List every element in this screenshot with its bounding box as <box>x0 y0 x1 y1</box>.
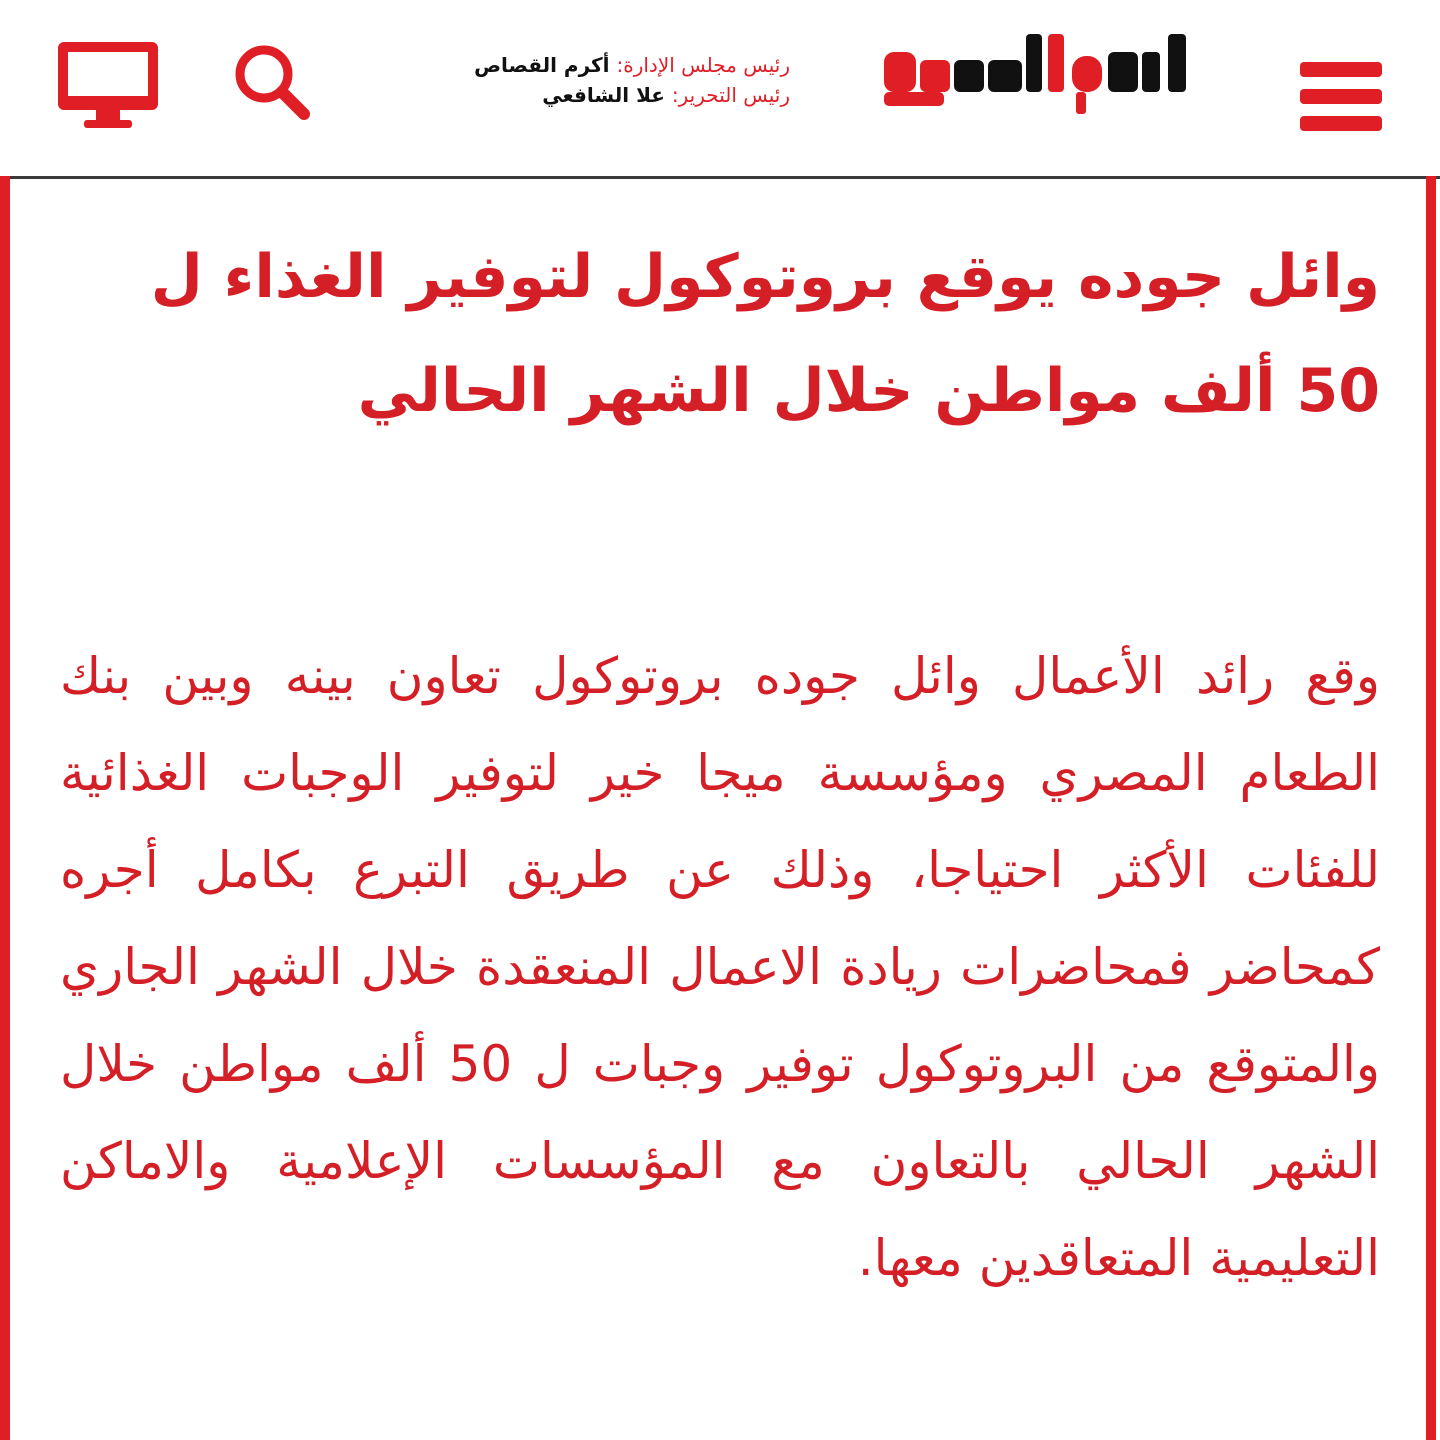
editor-role: رئيس التحرير: <box>671 83 790 107</box>
editor-name: علا الشافعي <box>542 83 665 107</box>
site-logo[interactable] <box>876 30 1216 116</box>
monitor-icon[interactable] <box>56 40 160 130</box>
hamburger-menu-icon[interactable] <box>1300 62 1382 132</box>
chairman-line <box>450 50 790 80</box>
chairman-name: أكرم القصاص <box>474 53 610 77</box>
frame-right-border <box>1426 176 1436 1440</box>
search-icon[interactable] <box>232 42 312 122</box>
article-body: وقع رائد الأعمال وائل جوده بروتوكول تعاون بينه وبين بنك الطعام المصري ومؤسسة ميجا خير لتوفير الوجبات الغذائية للفئات الأكثر احتياجا، وذلك عن طريق التبرع بكامل أجره كمحاضر فمحاضرات ريادة الاعمال المنعقدة خلال الشهر الجاري والمتوقع من البروتوكول توفير وجبات ل 50 ألف مواطن خلال الشهر الحالي بالتعاون مع المؤسسات الإعلامية والاماكن التعليمية المتعاقدين معها. <box>60 647 1380 1287</box>
masthead <box>450 50 790 110</box>
editor-line <box>450 80 790 110</box>
site-header <box>0 0 1440 179</box>
article <box>60 220 1380 1307</box>
article-headline: وائل جوده يوقع بروتوكول لتوفير الغذاء ل 50 ألف مواطن خلال الشهر الحالي <box>150 242 1380 426</box>
chairman-role: رئيس مجلس الإدارة: <box>616 53 790 77</box>
frame-left-border <box>0 176 10 1440</box>
